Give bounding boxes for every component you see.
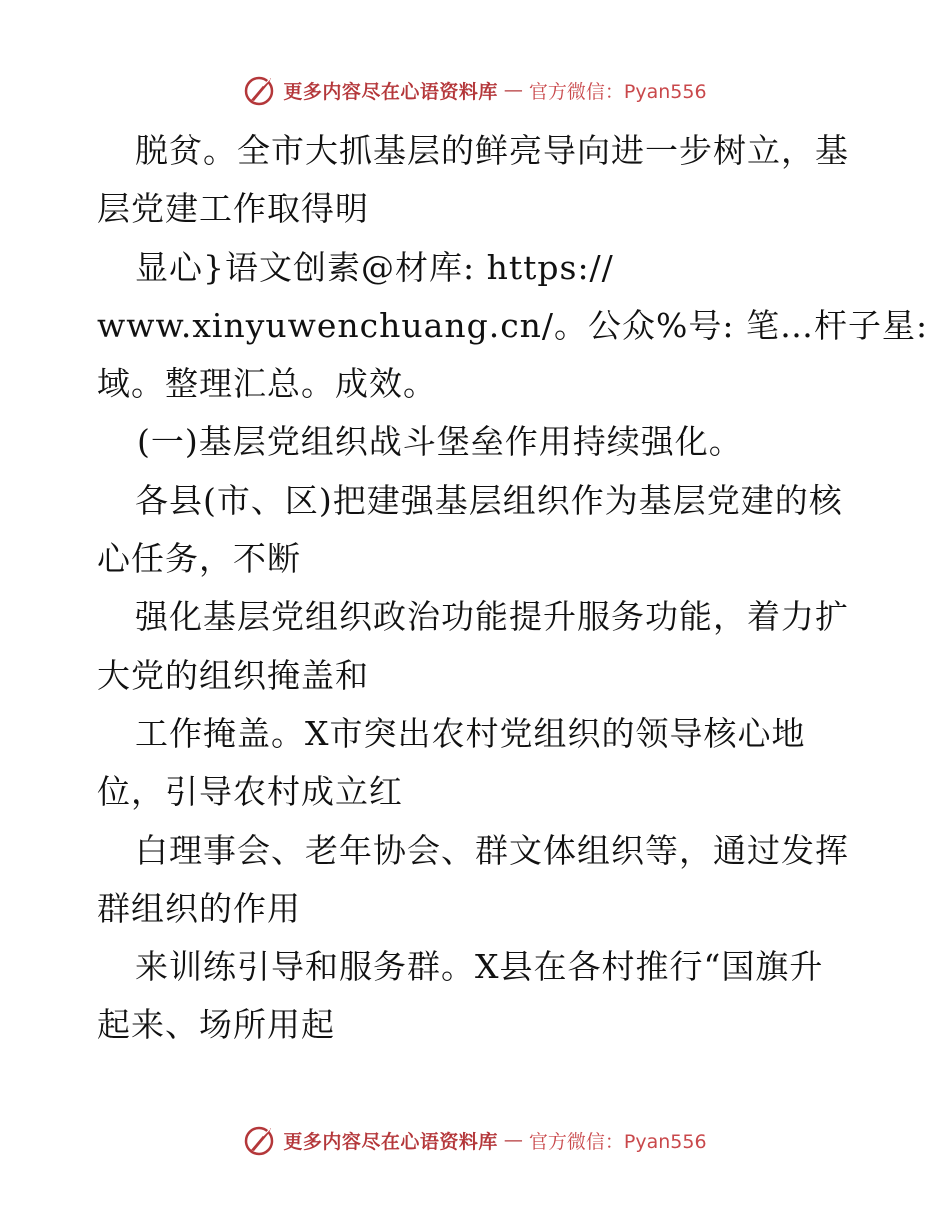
header-separator: — bbox=[503, 79, 523, 101]
quill-pen-icon bbox=[243, 1123, 277, 1157]
body-line-11: 工作掩盖。X市突出农村党组织的领导核心地 bbox=[135, 713, 806, 753]
body-line-13: 白理事会、老年协会、群文体组织等，通过发挥 bbox=[135, 830, 849, 870]
section-heading: (一)基层党组织战斗堡垒作用持续强化。 bbox=[137, 422, 743, 462]
body-line-7: 各县(市、区)把建强基层组织作为基层党建的核 bbox=[135, 480, 843, 520]
body-line-9: 强化基层党组织政治功能提升服务功能，着力扩 bbox=[135, 597, 849, 637]
footer-wechat-text: 官方微信：Pyan556 bbox=[528, 1130, 707, 1153]
footer-banner bbox=[0, 1120, 950, 1160]
body-line-8: 心任务，不断 bbox=[97, 539, 301, 579]
body-line-5: 域。整理汇总。成效。 bbox=[97, 364, 437, 404]
body-line-15: 来训练引导和服务群。X县在各村推行“国旗升 bbox=[135, 947, 824, 987]
body-line-2: 层党建工作取得明 bbox=[97, 189, 369, 229]
footer-site-text: 更多内容尽在心语资料库 bbox=[283, 1130, 498, 1153]
body-line-12: 位，引导农村成立红 bbox=[97, 772, 403, 812]
header-banner bbox=[0, 70, 950, 110]
body-line-1: 脱贫。全市大抓基层的鲜亮导向进一步树立，基 bbox=[135, 131, 849, 170]
body-line-3: 显心}语文创素@材库: https:// bbox=[135, 247, 614, 287]
body-line-16: 起来、场所用起 bbox=[97, 1005, 335, 1045]
quill-pen-icon bbox=[243, 73, 277, 107]
body-line-4: www.xinyuwenchuang.cn/。公众%号: 笔…杆子星: bbox=[97, 305, 929, 345]
document-body bbox=[97, 122, 929, 1055]
body-line-14: 群组织的作用 bbox=[97, 888, 301, 928]
body-line-10: 大党的组织掩盖和 bbox=[97, 655, 369, 695]
header-wechat-text: 官方微信：Pyan556 bbox=[528, 80, 707, 103]
header-site-text: 更多内容尽在心语资料库 bbox=[283, 80, 498, 103]
footer-separator: — bbox=[503, 1129, 523, 1151]
